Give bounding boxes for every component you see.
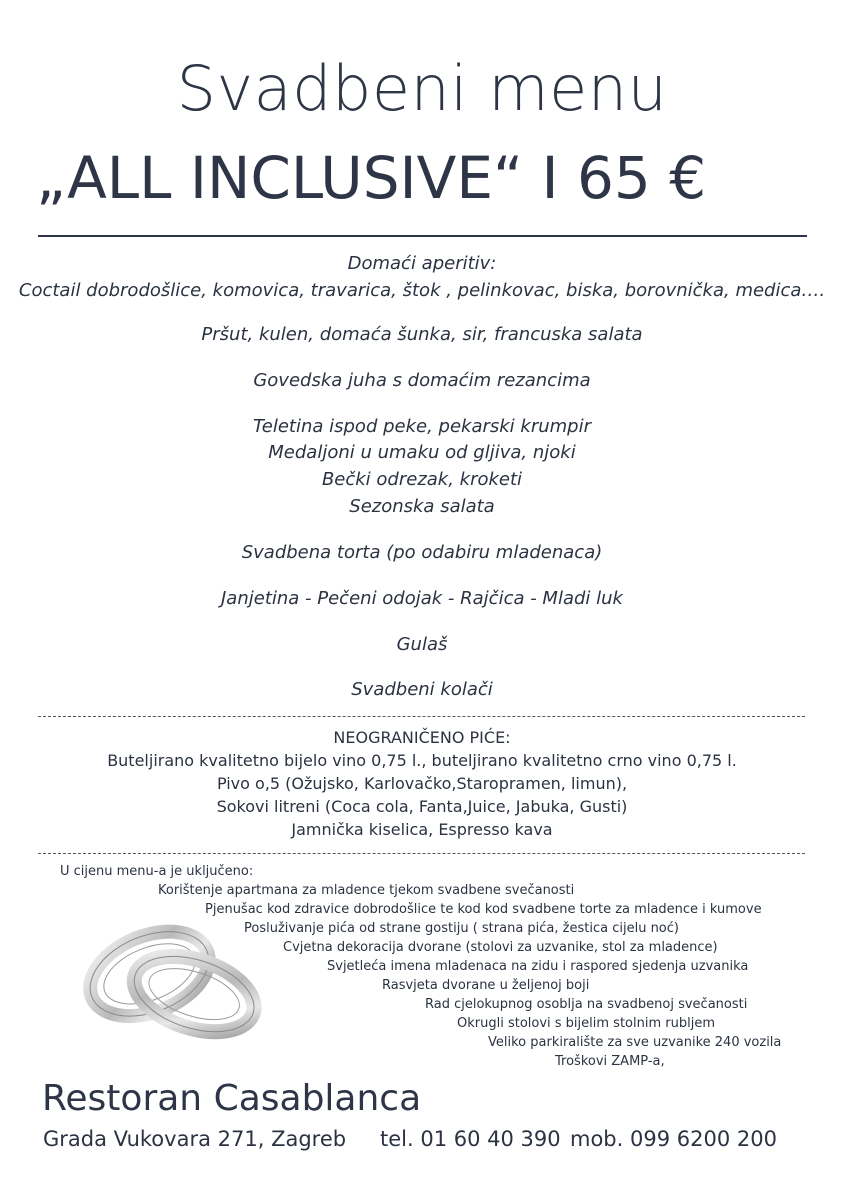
included-title: U cijenu menu-a je uključeno: <box>60 864 254 879</box>
included-item-6: Rasvjeta dvorane u željenoj boji <box>382 978 590 993</box>
menu-course-5: Janjetina - Pečeni odojak - Rajčica - Mladi luk <box>221 588 623 609</box>
included-item-8: Okrugli stolovi s bijelim stolnim rubljem <box>457 1016 715 1031</box>
included-item-5: Svjetleća imena mladenaca na zidu i raspored sjedenja uzvanika <box>327 959 749 974</box>
drinks-line-2: Pivo o,5 (Ožujsko, Karlovačko,Staropramen, limun), <box>216 774 628 793</box>
dashed-divider-1 <box>38 716 805 717</box>
dashed-divider-2 <box>38 853 805 854</box>
page-title: Svadbeni menu <box>176 52 668 125</box>
phone: tel. 01 60 40 390 <box>380 1127 561 1151</box>
included-item-7: Rad cjelokupnog osoblja na svadbenoj svečanosti <box>425 997 748 1012</box>
included-item-1: Korištenje apartmana za mladence tjekom svadbene svečanosti <box>158 883 575 898</box>
included-item-10: Troškovi ZAMP-a, <box>555 1054 665 1069</box>
menu-course-6: Gulaš <box>396 634 448 655</box>
title-divider <box>38 235 807 237</box>
included-item-9: Veliko parkiralište za sve uzvanike 240 vozila <box>488 1035 782 1050</box>
drinks-line-4: Jamnička kiselica, Espresso kava <box>291 820 553 839</box>
menu-course-7: Svadbeni kolači <box>351 679 493 700</box>
menu-course-3-line-1: Teletina ispod peke, pekarski krumpir <box>252 416 592 437</box>
drinks-title: NEOGRANIČENO PIĆE: <box>333 728 511 747</box>
menu-course-3-line-2: Medaljoni u umaku od gljiva, njoki <box>268 442 576 463</box>
aperitiv-items: Coctail dobrodošlice, komovica, travarica, štok , pelinkovac, biska, borovnička, medica…. <box>18 280 826 301</box>
aperitiv-title: Domaći aperitiv: <box>347 253 497 274</box>
menu-course-3-line-3: Bečki odrezak, kroketi <box>321 469 523 490</box>
page-subtitle: „ALL INCLUSIVE“ I 65 € <box>36 144 707 212</box>
drinks-line-1: Buteljirano kvalitetno bijelo vino 0,75 l., buteljirano kvalitetno crno vino 0,75 l. <box>107 751 737 770</box>
menu-course-1: Pršut, kulen, domaća šunka, sir, francuska salata <box>201 324 643 345</box>
wedding-rings-icon <box>82 915 267 1045</box>
included-item-3: Posluživanje pića od strane gostiju ( strana pića, žestica cijelu noć) <box>244 921 679 936</box>
included-item-2: Pjenušac kod zdravice dobrodošlice te kod kod svadbene torte za mladence i kumove <box>205 902 762 917</box>
restaurant-name: Restoran Casablanca <box>42 1078 422 1119</box>
included-item-4: Cvjetna dekoracija dvorane (stolovi za uzvanike, stol za mladence) <box>283 940 718 955</box>
drinks-line-3: Sokovi litreni (Coca cola, Fanta,Juice, Jabuka, Gusti) <box>216 797 628 816</box>
menu-course-4: Svadbena torta (po odabiru mladenaca) <box>241 542 603 563</box>
menu-course-2: Govedska juha s domaćim rezancima <box>253 370 591 391</box>
address: Grada Vukovara 271, Zagreb <box>43 1127 347 1151</box>
menu-course-3-line-4: Sezonska salata <box>349 496 495 517</box>
mobile: mob. 099 6200 200 <box>570 1127 777 1151</box>
